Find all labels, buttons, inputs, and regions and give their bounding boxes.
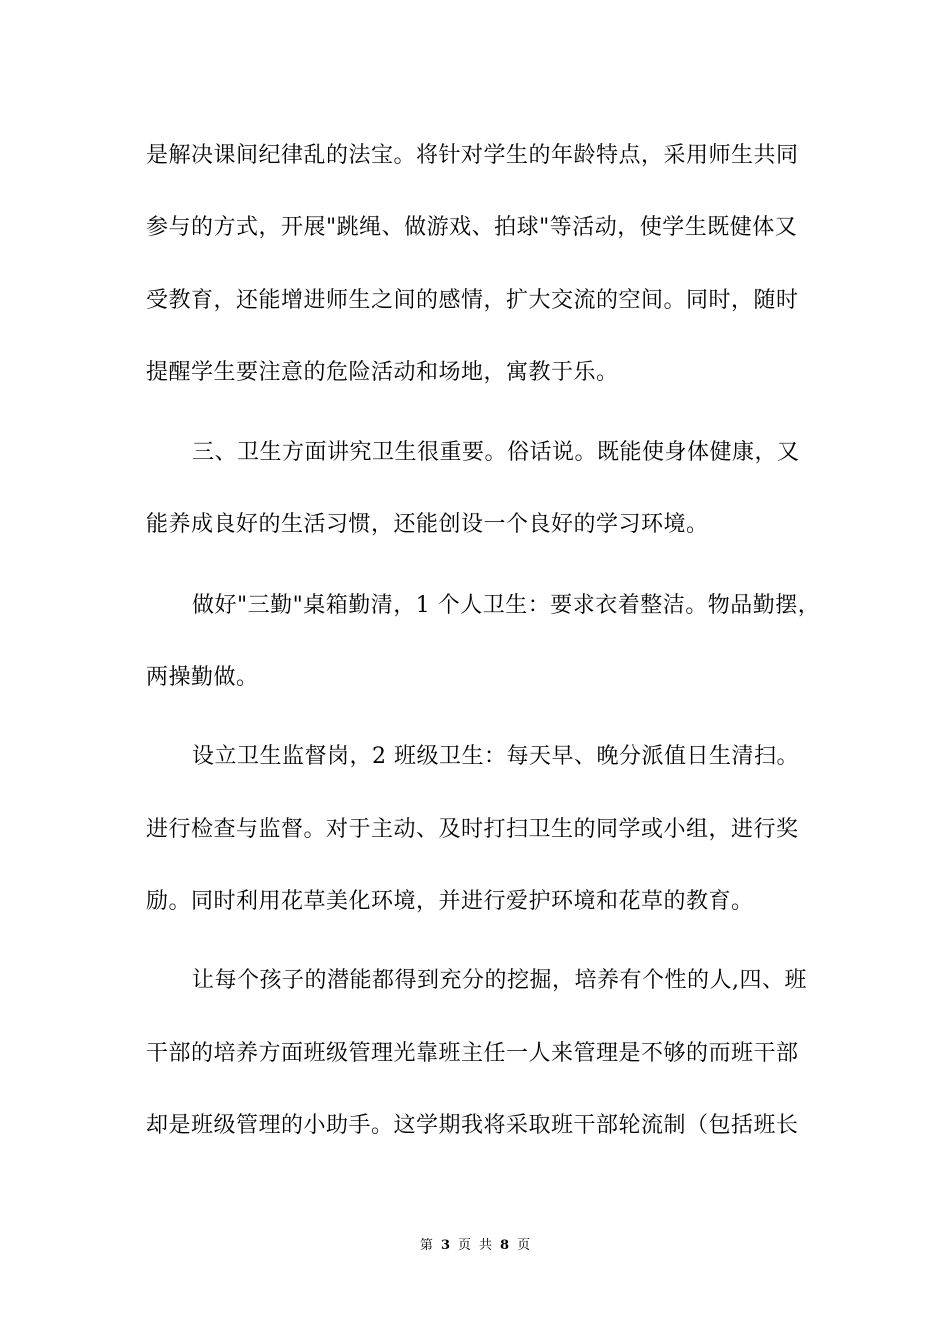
text-line-4: 提醒学生要注意的危险活动和场地，寓教于乐。 (146, 360, 619, 385)
footer-prefix: 第 (419, 1238, 433, 1253)
text-line-14: 却是班级管理的小助手。这学期我将采取班干部轮流制（包括班长 (146, 1113, 799, 1138)
text-line-7: 做好"三勤"桌箱勤清，1 个人卫生：要求衣着整洁。物品勤摆， (192, 593, 821, 618)
text-line-6: 能养成良好的生活习惯，还能创设一个良好的学习环境。 (146, 512, 709, 537)
current-page-number: 3 (440, 1238, 450, 1253)
page-footer (0, 1237, 950, 1255)
text-line-5: 三、卫生方面讲究卫生很重要。俗话说。既能使身体健康，又 (192, 440, 800, 465)
text-line-8: 两操勤做。 (146, 665, 259, 690)
text-line-2: 参与的方式，开展"跳绳、做游戏、拍球"等活动，使学生既健体又 (146, 215, 798, 240)
footer-page-word: 页 (457, 1238, 471, 1253)
footer-total-word: 共 (479, 1238, 493, 1253)
footer-suffix: 页 (517, 1238, 531, 1253)
text-line-11: 励。同时利用花草美化环境，并进行爱护环境和花草的教育。 (146, 889, 754, 914)
text-line-10: 进行检查与监督。对于主动、及时打扫卫生的同学或小组，进行奖 (146, 817, 799, 842)
total-pages-number: 8 (500, 1238, 510, 1253)
text-line-13: 干部的培养方面班级管理光靠班主任一人来管理是不够的而班干部 (146, 1041, 799, 1066)
text-line-1: 是解决课间纪律乱的法宝。将针对学生的年龄特点，采用师生共同 (146, 143, 799, 168)
text-line-9: 设立卫生监督岗，2 班级卫生：每天早、晚分派值日生清扫。 (192, 744, 799, 769)
text-line-3: 受教育，还能增进师生之间的感情，扩大交流的空间。同时，随时 (146, 288, 799, 313)
text-line-12: 让每个孩子的潜能都得到充分的挖掘，培养有个性的人,四、班 (192, 968, 807, 993)
